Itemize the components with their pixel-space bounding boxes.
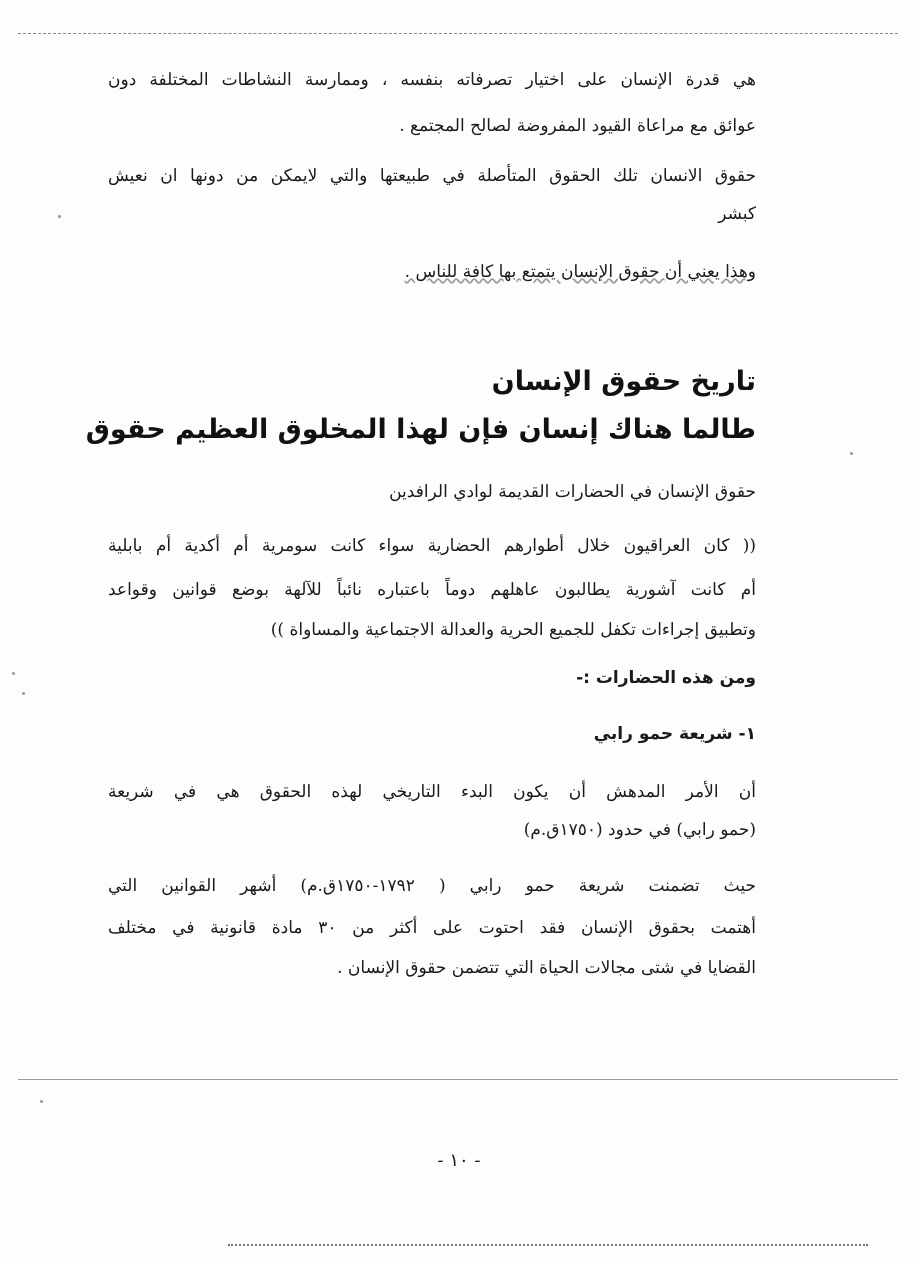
- intro-line-1: هي قدرة الإنسان على اختيار تصرفاته بنفسه ، وممارسة النشاطات المختلفة دون: [108, 70, 756, 90]
- scan-speck: [850, 452, 853, 455]
- section-title-line-1: تاريخ حقوق الإنسان: [491, 366, 756, 397]
- intro-line-2: عوائق مع مراعاة القيود المفروضة لصالح المجتمع .: [399, 116, 756, 136]
- hammurabi-details-line-1: حيث تضمنت شريعة حمو رابي ( ١٧٩٢-١٧٥٠ق.م) أشهر القوانين التي: [108, 876, 756, 896]
- quote-line-2: أم كانت آشورية يطالبون عاهلهم دوماً باعتباره نائباً للآلهة بوضع قوانين وقواعد: [108, 580, 756, 600]
- page-number: - ١٠ -: [437, 1150, 481, 1171]
- hammurabi-heading: ١- شريعة حمو رابي: [593, 724, 756, 744]
- quote-line-1: (( كان العراقيون خلال أطوارهم الحضارية سواء كانت سومرية أم أكدية أم بابلية: [108, 536, 756, 556]
- subtitle: حقوق الإنسان في الحضارات القديمة لوادي الرافدين: [389, 482, 756, 502]
- scan-speck: [40, 1100, 43, 1103]
- scan-speck: [22, 692, 25, 695]
- top-header-rule: [18, 33, 898, 34]
- hammurabi-paragraph-line-1: أن الأمر المدهش أن يكون البدء التاريخي لهذه الحقوق هي في شريعة: [108, 782, 756, 802]
- hammurabi-paragraph-line-2: (حمو رابي) في حدود (١٧٥٠ق.م): [523, 820, 756, 840]
- document-body: [85, 66, 756, 1026]
- scan-bottom-edge: [228, 1244, 868, 1249]
- quote-line-3: وتطبيق إجراءات تكفل للجميع الحرية والعدالة الاجتماعية والمساواة )): [270, 620, 756, 640]
- definition-line-2: كبشر: [718, 204, 756, 224]
- hammurabi-details-line-2: أهتمت بحقوق الإنسان فقد احتوت على أكثر من ٣٠ مادة قانونية في مختلف: [108, 918, 756, 938]
- definition-line-1: حقوق الانسان تلك الحقوق المتأصلة في طبيعتها والتي لايمكن من دونها ان نعيش: [108, 166, 756, 186]
- civilizations-heading: ومن هذه الحضارات :-: [576, 668, 756, 688]
- meaning-line: وهذا يعني أن حقوق الإنسان يتمتع بها كافة للناس .: [404, 262, 756, 282]
- hammurabi-details-line-3: القضايا في شتى مجالات الحياة التي تتضمن حقوق الإنسان .: [337, 958, 756, 978]
- scan-speck: [12, 672, 15, 675]
- section-title-line-2: طالما هناك إنسان فإن لهذا المخلوق العظيم حقوق: [85, 414, 756, 445]
- scan-speck: [58, 215, 61, 218]
- bottom-footer-rule: [18, 1079, 898, 1080]
